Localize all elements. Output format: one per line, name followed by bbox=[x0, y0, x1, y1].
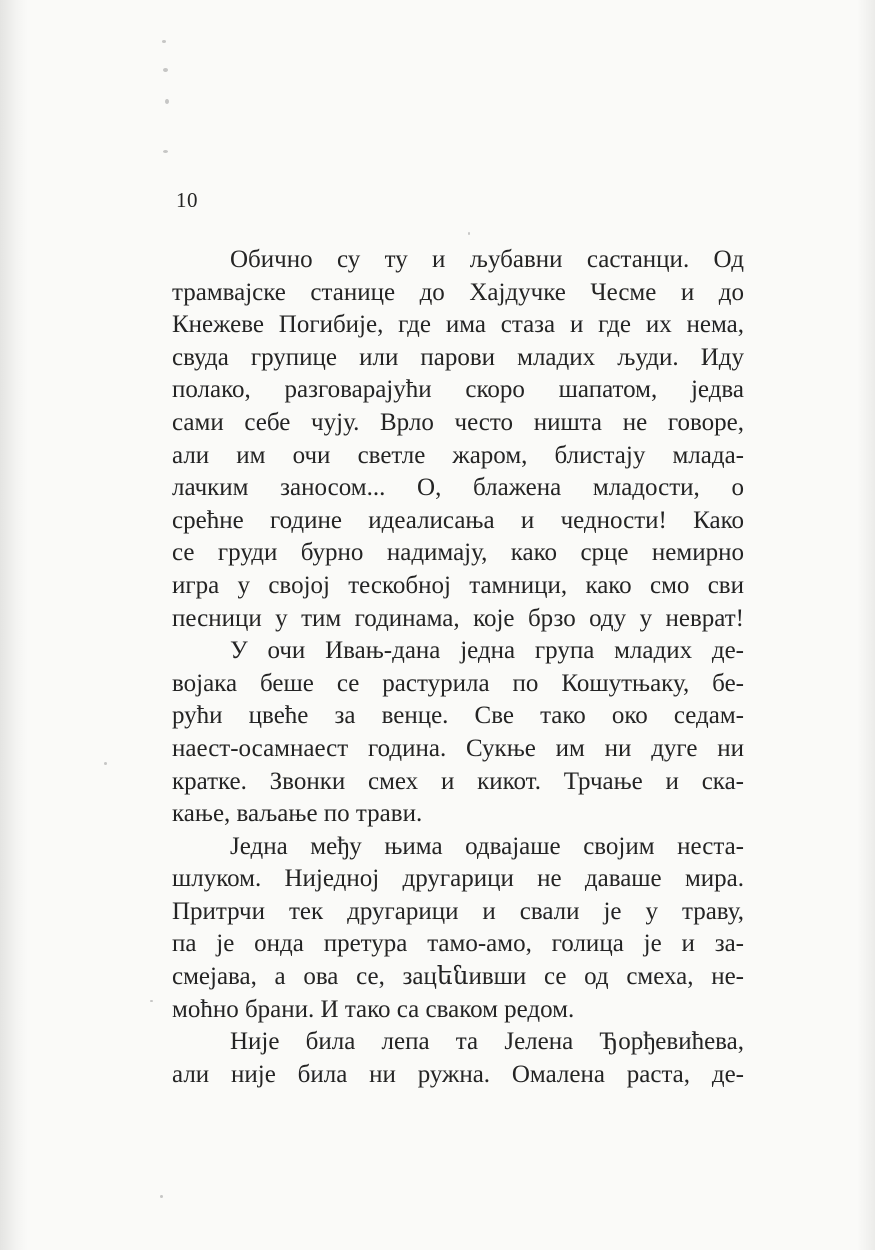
text-line: полако, разговарајући скоро шапатом, једва bbox=[172, 376, 744, 404]
scan-speck bbox=[104, 762, 107, 765]
text-line: Није била лепа та Јелена Ђорђевићева, bbox=[230, 1028, 744, 1056]
text-line: Једна међу њима одвајаше својим неста- bbox=[230, 832, 744, 860]
text-line: кање, ваљање по трави. bbox=[172, 800, 423, 828]
text-line: сами себе чују. Врло често ништа не говоре, bbox=[172, 408, 744, 436]
text-line: рући цвеће за венце. Све тако око седам- bbox=[172, 702, 744, 730]
text-line: Притрчи тек другарици и свали је у траву, bbox=[172, 897, 744, 925]
text-line: наест-осамнаест година. Сукње им ни дуге ни bbox=[172, 734, 744, 762]
scan-speck bbox=[162, 40, 166, 43]
scan-speck bbox=[160, 1195, 163, 1198]
text-line: војака беше се растурила по Кошутњаку, бе- bbox=[172, 669, 744, 697]
text-line: Обично су ту и љубавни састанци. Од bbox=[230, 246, 744, 273]
text-line: У очи Ивањ-дана једна група младих де- bbox=[230, 637, 744, 665]
scan-speck bbox=[163, 150, 168, 153]
scan-edge-shadow-right bbox=[857, 0, 875, 1250]
scan-edge-shadow-left bbox=[0, 0, 28, 1250]
text-line: али није била ни ружна. Омалена раста, де- bbox=[172, 1060, 744, 1088]
scan-speck bbox=[163, 68, 168, 72]
scan-speck bbox=[150, 1000, 153, 1002]
page-number: 10 bbox=[176, 188, 198, 212]
text-line: моћно брани. И тако са сваком редом. bbox=[172, 995, 575, 1023]
text-line: игра у својој тескобној тамници, како смо сви bbox=[172, 571, 744, 599]
scan-speck bbox=[468, 232, 470, 235]
text-line: лачким заносом... О, блажена младости, о bbox=[172, 474, 744, 502]
text-line: али им очи светле жаром, блистају млада- bbox=[172, 441, 744, 469]
body-text bbox=[172, 244, 744, 1091]
scan-speck bbox=[165, 99, 169, 104]
text-line: па је онда претура тамо-амо, голица је и за- bbox=[172, 930, 744, 958]
text-line: Кнежеве Погибије, где има стаза и где их нема, bbox=[172, 311, 744, 339]
text-line: шлуком. Ниједној другарици не даваше мира. bbox=[172, 865, 744, 893]
text-line: се груди бурно надимају, како срце немирно bbox=[172, 539, 744, 567]
text-line: песници у тим годинама, које брзо оду у неврат! bbox=[172, 604, 744, 632]
text-line: кратке. Звонки смех и кикот. Трчање и ска- bbox=[172, 767, 744, 795]
text-line: смејава, а ова се, зацենивши се од смеха, не- bbox=[172, 963, 744, 991]
text-line: срећне године идеалисања и чедности! Како bbox=[172, 506, 744, 534]
text-line: трамвајске станице до Хајдучке Чесме и до bbox=[172, 278, 744, 306]
text-line: свуда групице или парови младих људи. Иду bbox=[172, 343, 744, 371]
